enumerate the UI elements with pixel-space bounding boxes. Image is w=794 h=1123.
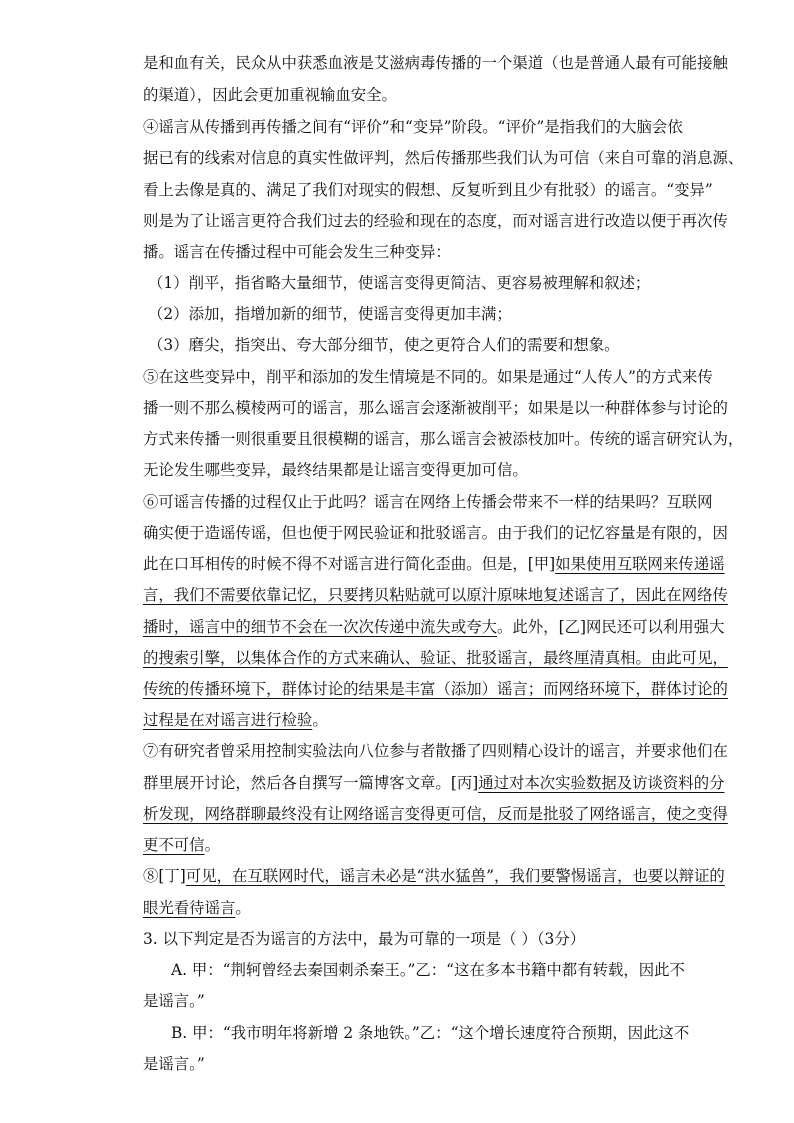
text-line: 看上去像是真的、满足了我们对现实的假想、反复听到且少有批驳）的谣言。“变异”: [143, 181, 713, 199]
paragraph-7-line: ⑦有研究者曾采用控制实验法向八位参与者散播了四则精心设计的谣言，并要求他们在: [143, 742, 728, 760]
underlined-text: 过程是在对谣言进行检验: [143, 711, 313, 729]
underlined-text: 言，我们不需要依靠记忆，只要拷贝粘贴就可以原汁原味地复述谣言了，因此在网络传: [143, 586, 728, 604]
text-line: 无论发生哪些变异，最终结果都是让谣言变得更加可信。: [143, 461, 528, 479]
list-item: （1）削平，指省略大量细节，使谣言变得更简洁、更容易被理解和叙述；: [148, 274, 651, 292]
underlined-text: 的搜索引擎，以集体合作的方式来确认、验证、批驳谣言，最终厘清真相。由此可见，: [143, 649, 728, 667]
text-line: [143, 802, 753, 826]
underlined-text: 眼光看待谣言: [143, 899, 236, 917]
underlined-text: 传统的传播环境下，群体讨论的结果是丰富（添加）谣言；而网络环境下，群体讨论的: [143, 680, 728, 698]
text-line: 是和血有关，民众从中获悉血液是艾滋病毒传播的一个渠道（也是普通人最有可能接触: [143, 54, 728, 72]
option-b-continuation: 是谣言。”: [143, 1055, 205, 1073]
text-line: 更不可信。: [143, 836, 220, 854]
text-line: 据已有的线索对信息的真实性做评判，然后传播那些我们认为可信（来自可靠的消息源、: [143, 149, 744, 167]
text-line: 群里展开讨论，然后各自撰写一篇博客文章。[丙]通过对本次实验数据及访谈资料的分: [143, 774, 725, 792]
text-line: 方式来传播一则很重要且很模糊的谣言，那么谣言会被添枝加叶。传统的谣言研究认为，: [143, 430, 744, 448]
paragraph-5-line: ⑤在这些变异中，削平和添加的发生情境是不同的。如果是通过“人传人”的方式来传: [143, 368, 713, 386]
text-line: [143, 677, 753, 701]
text-line: [143, 646, 753, 670]
paragraph-6-line: ⑥可谣言传播的过程仅止于此吗？谣言在网络上传播会带来不一样的结果吗？互联网: [143, 493, 713, 511]
option-b: B. 甲：“我市明年将新增 2 条地铁。”乙：“这个增长速度符合预期，因此这不: [171, 1024, 690, 1042]
paragraph-4-line: ④谣言从传播到再传播之间有“评价”和“变异”阶段。“评价”是指我们的大脑会依: [143, 118, 683, 136]
option-a: A. 甲：“荆轲曾经去秦国刺杀秦王。”乙：“这在多本书籍中都有转载，因此不: [171, 961, 685, 979]
underlined-text: 如果使用互联网来传递谣: [555, 555, 725, 573]
underlined-text: 可见，在互联网时代，谣言未必是“洪水猛兽”，我们要警惕谣言，也要以辩证的: [185, 867, 725, 885]
question-3-stem: 3. 以下判定是否为谣言的方法中，最为可靠的一项是（ ）（3分）: [143, 930, 586, 948]
text-line: [143, 583, 753, 607]
option-a-continuation: 是谣言。”: [143, 992, 205, 1010]
list-item: （3）磨尖，指突出、夸大部分细节，使之更符合人们的需要和想象。: [148, 336, 620, 354]
underlined-text: 通过对本次实验数据及访谈资料的分: [478, 774, 725, 792]
list-item: （2）添加，指增加新的细节，使谣言变得更加丰满；: [148, 305, 512, 323]
text-line: 播时，谣言中的细节不会在一次次传递中流失或夸大。此外，[乙]网民还可以利用强大: [143, 618, 725, 636]
text-line: 确实便于造谣传谣，但也便于网民验证和批驳谣言。由于我们的记忆容量是有限的，因: [143, 524, 728, 542]
text-line: 的渠道），因此会更加重视输血安全。: [143, 86, 397, 104]
underlined-text: 播时，谣言中的细节不会在一次次传递中流失或夸大: [143, 618, 497, 636]
paragraph-8-line: ⑧[丁]可见，在互联网时代，谣言未必是“洪水猛兽”，我们要警惕谣言，也要以辩证的: [143, 867, 725, 885]
text-line: 播。谣言在传播过程中可能会发生三种变异：: [143, 243, 451, 261]
underlined-text: 更不可信: [143, 836, 205, 854]
text-line: 过程是在对谣言进行检验。: [143, 711, 328, 729]
text-line: 则是为了让谣言更符合我们过去的经验和现在的态度，而对谣言进行改造以便于再次传: [143, 212, 728, 230]
text-line: 播一则不那么模棱两可的谣言，那么谣言会逐渐被削平；如果是以一种群体参与讨论的: [143, 399, 728, 417]
underlined-text: 析发现，网络群聊最终没有让网络谣言变得更可信，反而是批驳了网络谣言，使之变得: [143, 805, 728, 823]
text-line: 眼光看待谣言。: [143, 899, 251, 917]
text-line: 此在口耳相传的时候不得不对谣言进行简化歪曲。但是，[甲]如果使用互联网来传递谣: [143, 555, 725, 573]
